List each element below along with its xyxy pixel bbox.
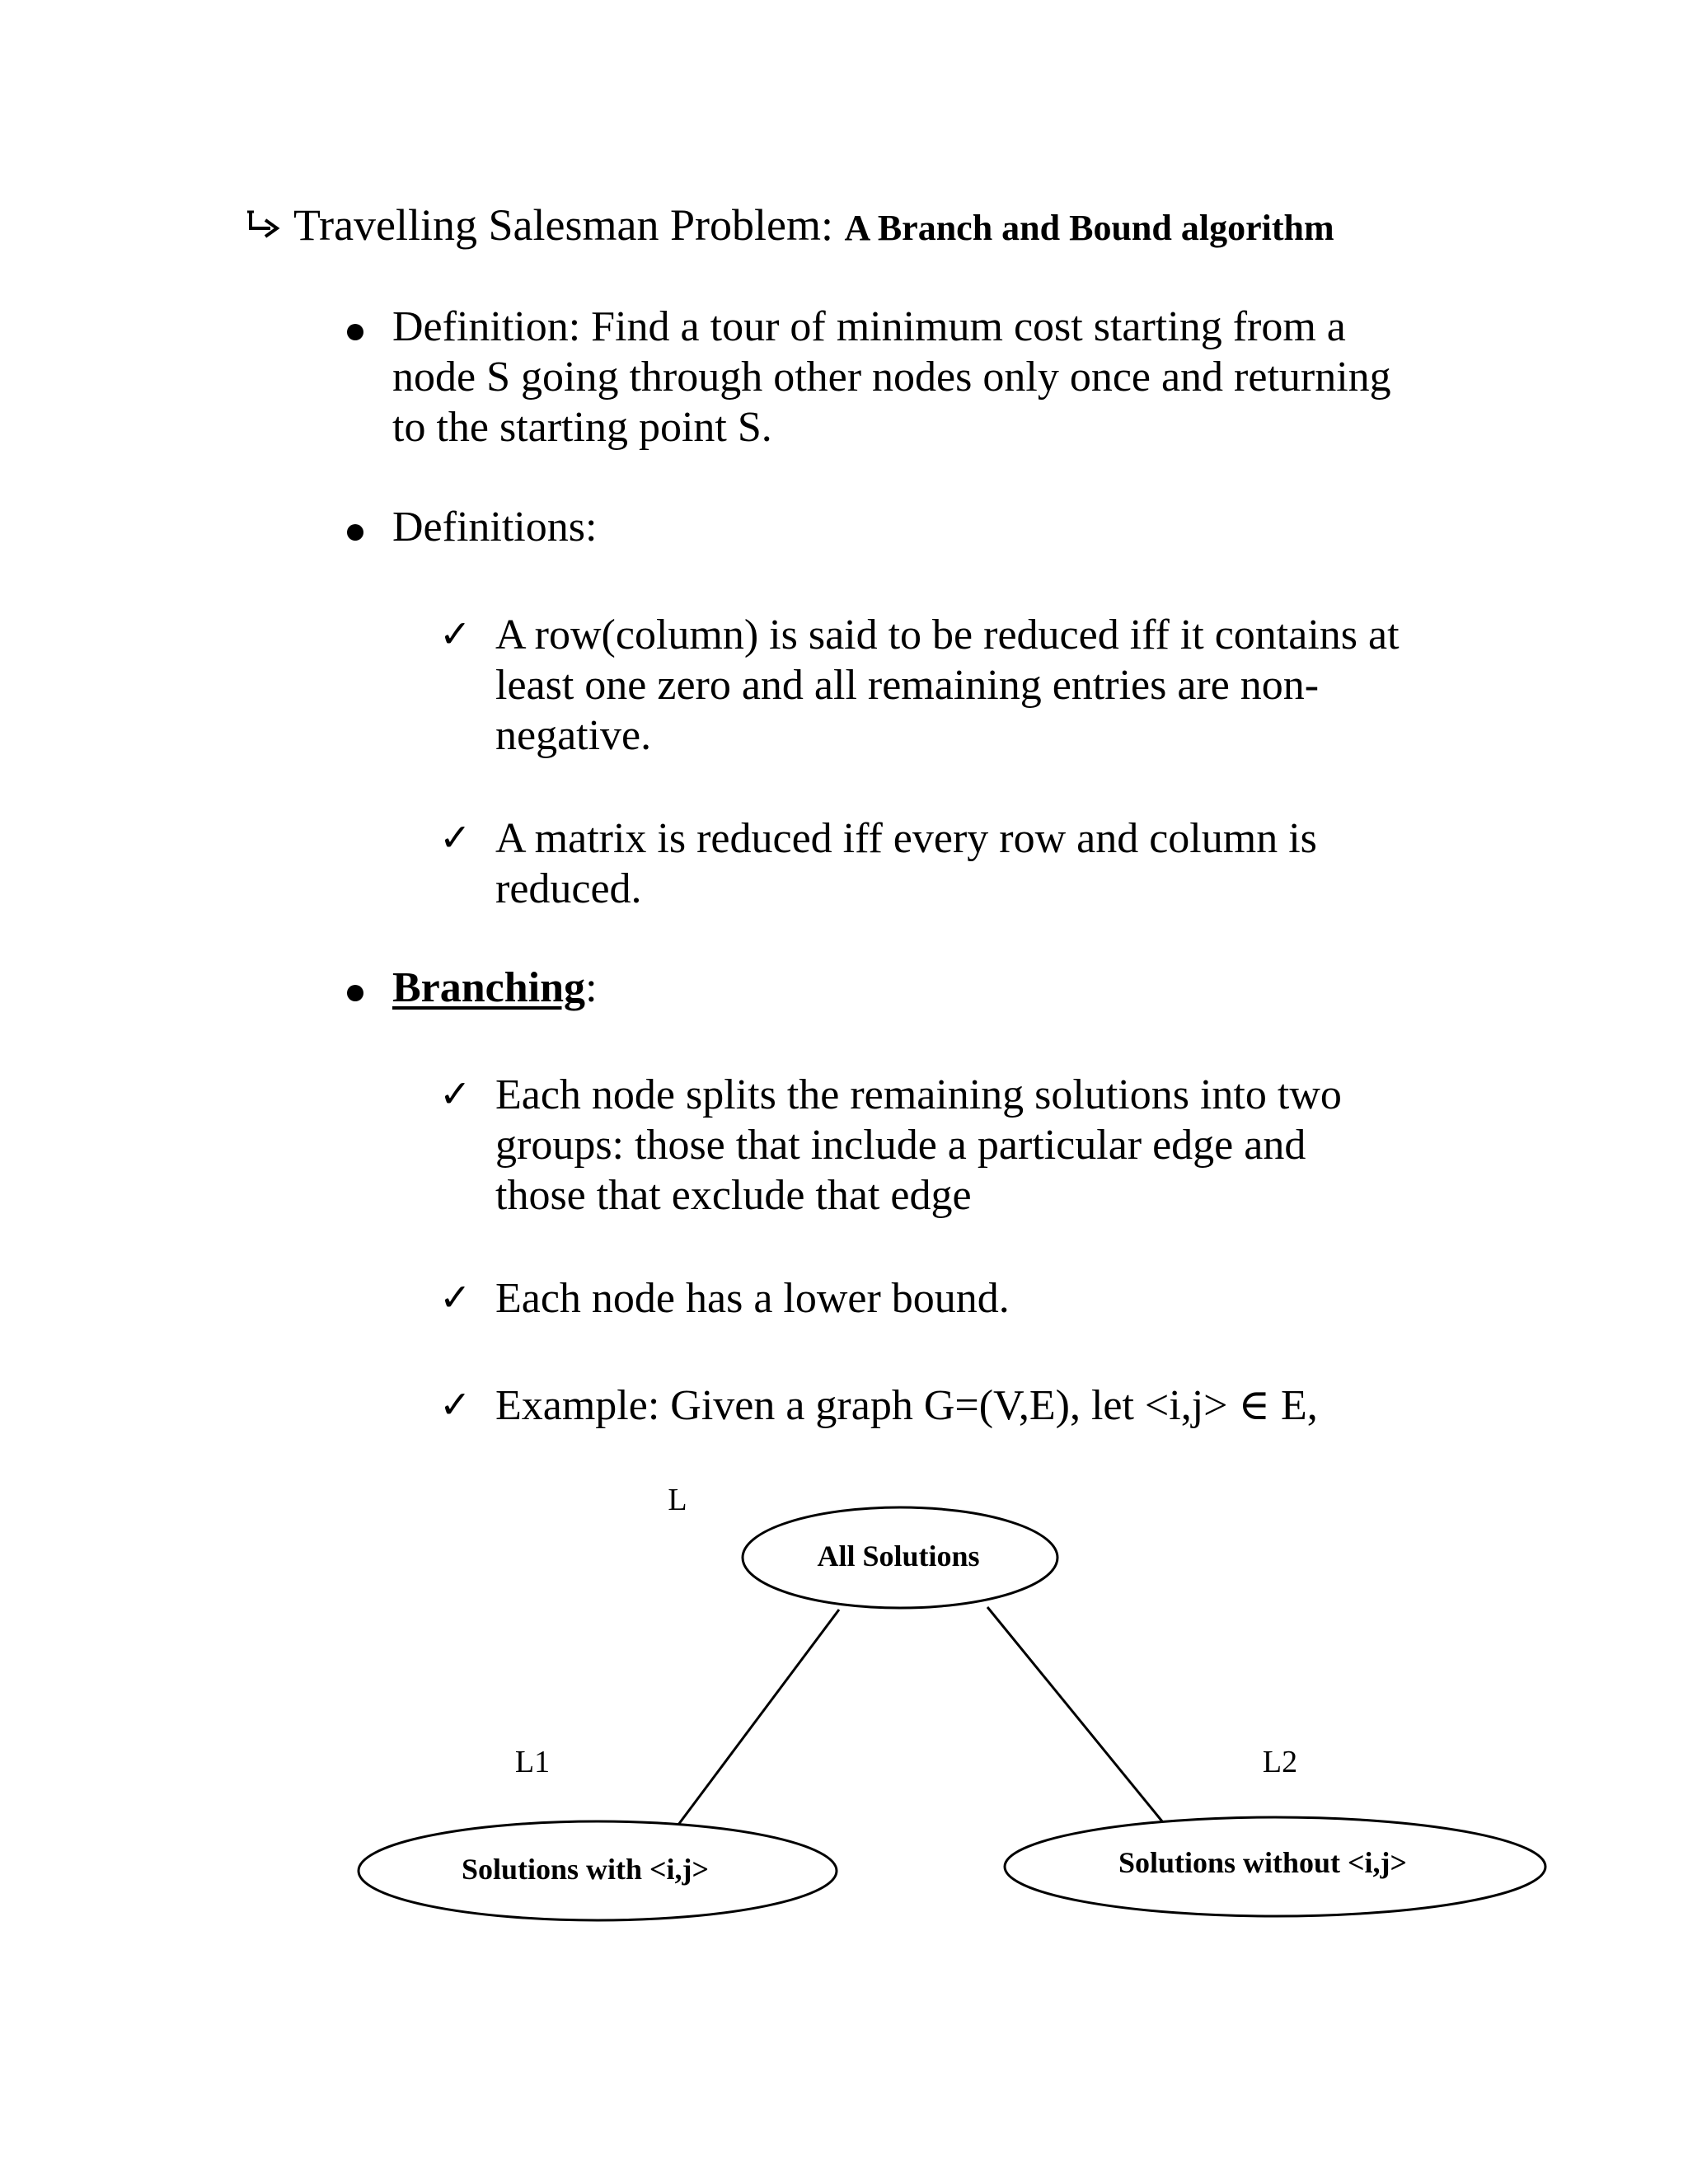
text-line: those that exclude that edge xyxy=(495,1172,972,1219)
branching-label: Branching xyxy=(392,964,586,1011)
left-bound: L1 xyxy=(514,1745,551,1779)
checkmark-icon: ✓ xyxy=(439,1073,471,1115)
text-line: to the starting point S. xyxy=(392,404,772,451)
branching-suffix: : xyxy=(585,964,598,1011)
root-bound: L xyxy=(668,1483,687,1517)
edge-right xyxy=(987,1607,1162,1821)
right-label: Solutions without <i,j> xyxy=(1118,1846,1408,1879)
right-bound: L2 xyxy=(1262,1745,1298,1779)
checkmark-icon: ✓ xyxy=(439,1384,471,1426)
checkmark-icon: ✓ xyxy=(439,613,471,655)
text-line: reduced. xyxy=(495,865,642,912)
text-line: Each node has a lower bound. xyxy=(495,1275,1010,1322)
text-line: A row(column) is said to be reduced iff it contains at xyxy=(495,612,1400,658)
root-label: All Solutions xyxy=(817,1540,980,1572)
text-line: A matrix is reduced iff every row and column is xyxy=(495,815,1317,862)
checkmark-icon: ✓ xyxy=(439,817,471,859)
checkmark-icon: ✓ xyxy=(439,1277,471,1319)
text-line: Example: Given a graph G=(V,E), let <i,j> ∈ E, xyxy=(495,1382,1318,1429)
text-line: Each node splits the remaining solutions into two xyxy=(495,1071,1342,1118)
heading-prefix: Travelling Salesman Problem: xyxy=(293,200,833,250)
left-label: Solutions with <i,j> xyxy=(461,1853,710,1886)
text-line: node S going through other nodes only once and returning xyxy=(392,354,1391,401)
edge-left xyxy=(676,1610,839,1828)
text-line: negative. xyxy=(495,712,652,759)
text-line: Definition: Find a tour of minimum cost starting from a xyxy=(392,303,1346,350)
heading-bold: A Branch and Bound algorithm xyxy=(844,208,1334,248)
text-line: Definitions: xyxy=(392,504,598,551)
text-line: least one zero and all remaining entries are non- xyxy=(495,662,1320,709)
text-line: groups: those that include a particular edge and xyxy=(495,1122,1306,1169)
